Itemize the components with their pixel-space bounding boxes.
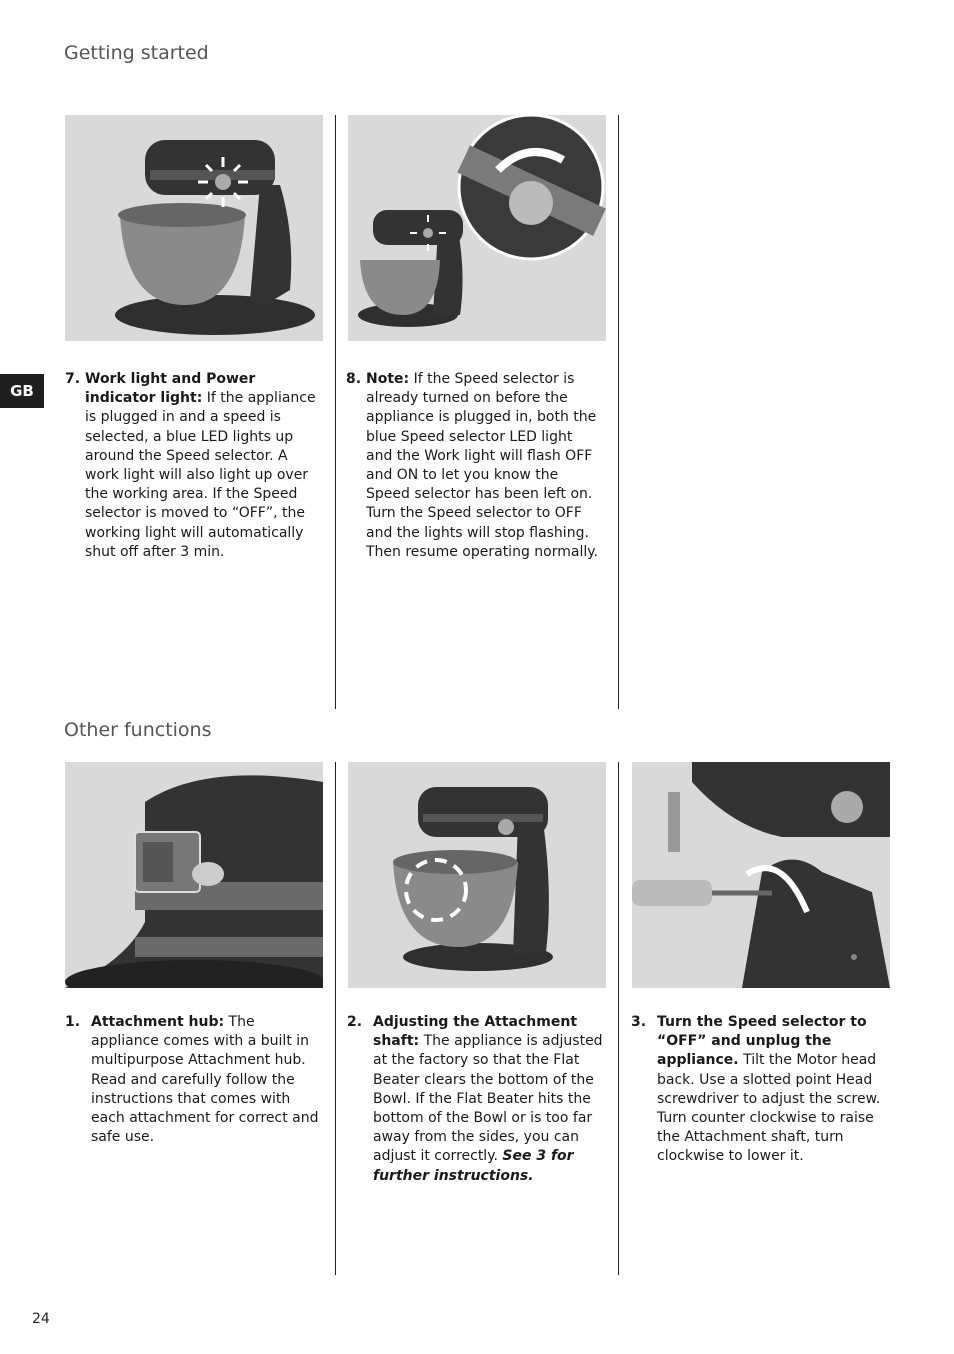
illustration-attachment-hub [65,762,323,988]
step-title: Note: [366,371,410,387]
column-divider [618,115,619,709]
page-number: 24 [32,1311,50,1327]
step-1 [65,1013,321,1147]
step-title: Attachment hub: [91,1014,225,1030]
step-number: 3. [631,1014,647,1030]
column-divider [335,762,336,1275]
step-title: Adjusting the Attachment shaft: [373,1014,578,1050]
step-number: 1. [65,1014,81,1030]
step-3 [631,1013,887,1167]
step-body: The appliance comes with a built in multipurpose Attachment hub. Read and carefully follow the instructions that comes with each attachment for correct and safe use. [91,1014,319,1146]
step-body: If the appliance is plugged in and a speed is selected, a blue LED lights up around the Speed selector. A work light will also light up over the working area. If the Speed selector is moved to “OFF”, the working light will automatically shut off after 3 min. [85,390,316,560]
step-body: Tilt the Motor head back. Use a slotted point Head screwdriver to adjust the screw. Turn counter clockwise to raise the Attachment shaft, turn clockwise to lower it. [657,1052,881,1165]
illustration-work-light [65,115,323,341]
section-title-other-functions: Other functions [64,719,212,741]
section-title-getting-started: Getting started [64,42,209,64]
step-number: 8. [346,371,362,387]
illustration-adjust-screw [632,762,890,988]
illustration-attachment-shaft [348,762,606,988]
step-8 [346,370,602,562]
step-emphasis: See 3 for further instructions. [373,1148,574,1184]
step-2 [347,1013,603,1186]
column-divider [335,115,336,709]
illustration-speed-selector [348,115,606,341]
language-tab: GB [0,374,44,408]
step-title: Work light and Power indicator light: [85,371,256,407]
step-body: If the Speed selector is already turned on before the appliance is plugged in, both the blue Speed selector LED light and the Work light will flash OFF and ON to let you know the Speed selector has been left on. Turn the Speed selector to OFF and the lights will stop flashing. Then resume operating normally. [366,371,598,560]
step-number: 2. [347,1014,363,1030]
column-divider [618,762,619,1275]
step-body: The appliance is adjusted at the factory so that the Flat Beater clears the bottom of the Bowl. If the Flat Beater hits the bottom of the Bowl or is too far away from the sides, you can adjust it correctly. [373,1033,603,1165]
step-7 [65,370,321,562]
step-title: Turn the Speed selector to “OFF” and unplug the appliance. [657,1014,867,1069]
step-number: 7. [65,371,81,387]
